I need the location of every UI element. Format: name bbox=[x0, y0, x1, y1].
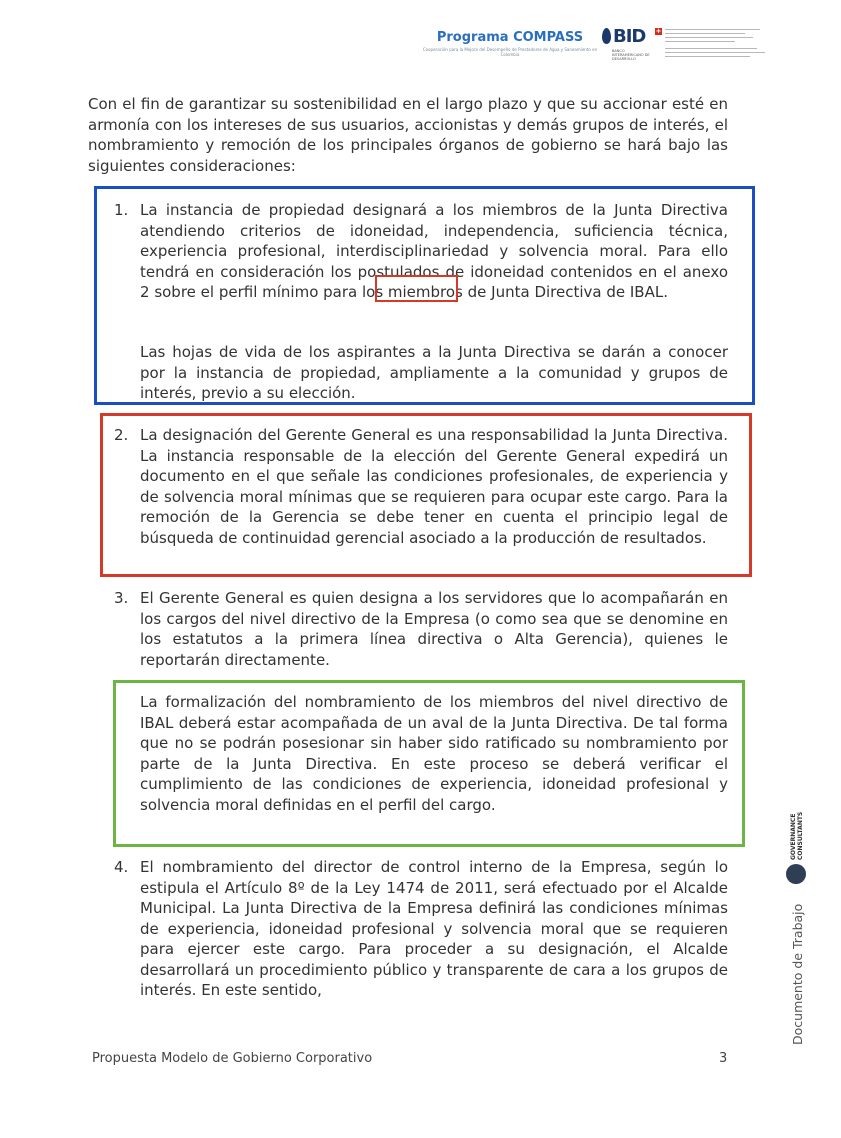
bid-wave-icon bbox=[602, 28, 611, 44]
swiss-flag-icon: + bbox=[655, 27, 662, 35]
gc-text-1: GOVERNANCE bbox=[790, 813, 797, 860]
side-label: Documento de Trabajo bbox=[790, 903, 805, 1045]
item-1-extra-paragraph: Las hojas de vida de los aspirantes a la Junta Directiva se darán a conocer por la instancia de propiedad, ampliamente a la comunidad y grupos de interés, previo a su elección. bbox=[140, 343, 728, 402]
bid-logo-text: BID bbox=[613, 26, 646, 47]
item-3-paragraph: El Gerente General es quien designa a los servidores que lo acompañarán en los cargos del nivel directivo de la Empresa (o como sea que se denomine en los estatutos a la primera línea directiva o Alta Gerencia), quienes le reportarán directamente. bbox=[140, 589, 728, 669]
anexo-annotation-box bbox=[375, 275, 458, 302]
item-2-number: 2. bbox=[114, 426, 129, 444]
header bbox=[420, 18, 780, 68]
program-subtitle: Cooperación para la Mejora del Desempeño de Prestadores de Agua y Saneamiento en Colombia bbox=[422, 47, 598, 57]
item-1-text-before: La instancia de propiedad designará a los miembros de la Junta Directiva atendiendo criterios de idoneidad, independencia, suficiencia técnica, experiencia profesional, interdisciplinariedad y solvencia moral. Para ello tendrá en consideración los postulados de idoneidad contenidos en el bbox=[140, 201, 728, 281]
page-number: 3 bbox=[719, 1051, 728, 1066]
gc-emblem-icon bbox=[786, 864, 806, 884]
swiss-confederation-logo bbox=[655, 28, 775, 68]
intro-paragraph: Con el fin de garantizar su sostenibilidad en el largo plazo y que su accionar esté en armonía con los intereses de sus usuarios, accionistas y demás grupos de interés, el nombramiento y remoción de los principales órganos de gobierno se hará bajo las siguientes consideraciones: bbox=[88, 95, 728, 175]
item-2-paragraph: La designación del Gerente General es una responsabilidad la Junta Directiva. La instancia responsable de la elección del Gerente General expedirá un documento en el que señale las condiciones profesionales, de experiencia y de solvencia moral mínimas que se requieren para ocupar este cargo. Para la remoción de la Gerencia se debe tener en cuenta el principio legal de búsqueda de continuidad gerencial asociado a la producción de resultados. bbox=[140, 426, 728, 547]
item-1-number: 1. bbox=[114, 201, 129, 219]
program-title: Programa COMPASS bbox=[436, 30, 584, 45]
green-annotation-box bbox=[113, 680, 745, 847]
red-annotation-box bbox=[100, 413, 752, 577]
bid-logo-subtitle: BANCO INTERAMERICANO DE DESARROLLO bbox=[612, 49, 650, 61]
item-3-number: 3. bbox=[114, 589, 129, 607]
governance-consultants-logo bbox=[782, 790, 822, 890]
gc-text-2: CONSULTANTS bbox=[797, 811, 804, 860]
anexo-2-link[interactable]: anexo 2 bbox=[140, 262, 728, 301]
bid-logo bbox=[602, 26, 648, 66]
item-1-text-after: sobre el perfil mínimo para los miembros de Junta Directiva de IBAL. bbox=[149, 283, 668, 301]
footer-title: Propuesta Modelo de Gobierno Corporativo bbox=[92, 1051, 373, 1066]
item-3-extra-paragraph: La formalización del nombramiento de los miembros del nivel directivo de IBAL deberá estar acompañada de un aval de la Junta Directiva. De tal forma que no se podrán posesionar sin haber sido ratificado su nombramiento por parte de la Junta Directiva. En este proceso se deberá verificar el cumplimiento de las condiciones de experiencia, idoneidad profesional y solvencia moral definidas en el perfil del cargo. bbox=[140, 693, 728, 814]
item-4-paragraph: El nombramiento del director de control interno de la Empresa, según lo estipula el Artículo 8º de la Ley 1474 de 2011, será efectuado por el Alcalde Municipal. La Junta Directiva de la Empresa definirá las condiciones mínimas de experiencia, idoneidad profesional y solvencia moral que se requieren para ejercer este cargo. Para proceder a su designación, el Alcalde desarrollará un procedimiento público y transparente de cara a los grupos de interés. En este sentido, bbox=[140, 858, 728, 999]
compass-logo bbox=[420, 30, 600, 57]
item-4-number: 4. bbox=[114, 858, 129, 876]
